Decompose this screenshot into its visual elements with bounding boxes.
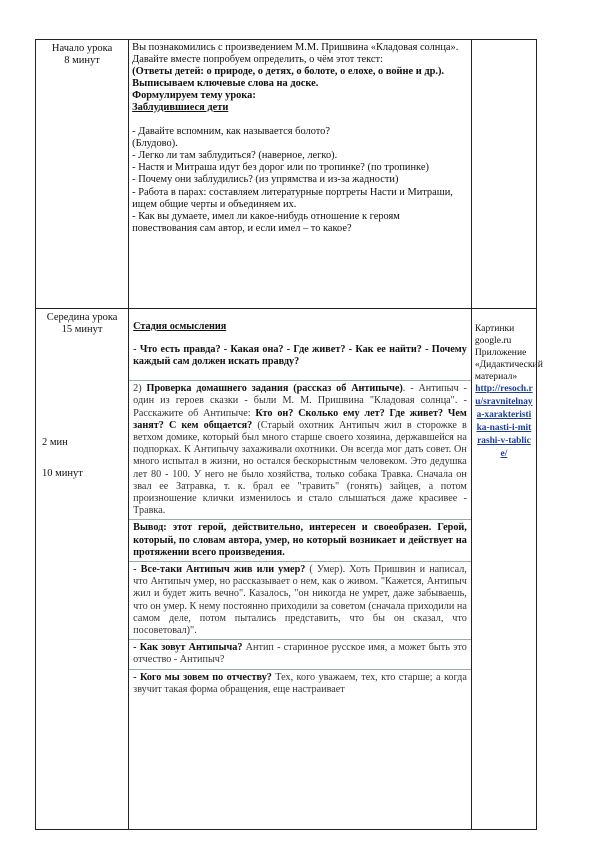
resources-text: Картинки google.ru Приложение «Дидактический материал» — [474, 323, 543, 382]
stage-time: 15 минут — [61, 324, 103, 335]
question-line: - Настя и Митраша идут без дорог или по тропинке? (по тропинке) — [132, 162, 429, 174]
stage-time: 8 минут — [64, 55, 100, 66]
resource-link[interactable]: http://resoch.ru/sravnitelnaya-xarakteristika-nasti-i-mitrashi-v-tablice/ — [475, 384, 533, 459]
content-cell — [129, 40, 472, 309]
children-answers: (Ответы детей: о природе, о детях, о болоте, о елохе, о войне и др.). Выписываем ключевые слова на доске. — [132, 66, 445, 90]
patronymic-block: - Кого мы зовем по отчеству? Тех, кого уважаем, тех, кто старше; а когда звучит такая форма обращения, еще настраивает — [133, 671, 467, 695]
time-note: 2 мин — [42, 437, 68, 448]
question-line: - Почему они заблудились? (из упрямства и из-за жадности) — [132, 174, 399, 186]
question-line: - Легко ли там заблудиться? (наверное, легко). — [132, 150, 338, 162]
question-line: - Давайте вспомним, как называется болото? — [132, 126, 330, 138]
alive-or-dead-block: - Все-таки Антипыч жив или умер? ( Умер). Хоть Пришвин и написал, что Антипыч умер, но рассказывает о нем, как о живом. "Кажется, Антипыч жил и будет жить вечно". Казалось, "он никогда не умрет, даже забываешь, что он умер. К нему постоянно приходили за советом (сначала приходили на самом деле, потом пытались представить, что бы он сказал, что посоветовал)". — [129, 562, 471, 640]
topic-prompt: Формулируем тему урока: — [132, 90, 256, 102]
stage-cell — [36, 40, 129, 309]
content-cell — [129, 309, 472, 830]
intro-text: Вы познакомились с произведением М.М. Пришвина «Кладовая солнца». Давайте вместе попробуем определить, о чём этот текст: — [132, 42, 459, 66]
homework-block: 2) Проверка домашнего задания (рассказ об Антипыче). - Антипыч - один из героев сказки - были М. М. Пришвина "Кладовая солнца". - Расскажите об Антипыче: Кто он? Сколько ему лет? Где живет? Чем занят? С кем общается? (Старый охотник Антипыч жил в сторожке в ветхом домике, который был много старше своего хозяина, державшейся на подпорках. К Антипычу захаживали охотники. Он всегда мог дать совет. Он много испытал в жизни, но остался бескорыстным человеком. Это дедушка лет 80 - 100. У него не было хозяйства, только собака Травка. Сначала он звал ее Затравка, т. к. брал ее "травить" (гонять) зайцев, а потом произношение клички изменилось и стало слышаться даже красивее - Травка. — [129, 381, 471, 520]
stage-cell — [36, 309, 129, 830]
lesson-plan-table — [35, 39, 543, 830]
stage-label: Начало урока — [51, 43, 113, 54]
name-block: - Как зовут Антипыча? Антип - старинное русское имя, а может быть это отчество - Антипыч? — [129, 640, 471, 669]
time-note: 10 минут — [42, 468, 83, 479]
section-heading: Стадия осмысления — [133, 321, 227, 333]
guiding-questions: - Что есть правда? - Какая она? - Где живет? - Как ее найти? - Почему каждый сам должен искать правду? — [133, 343, 467, 367]
resources-cell — [471, 309, 543, 830]
lesson-topic: Заблудившиеся дети — [132, 102, 229, 114]
question-line: - Как вы думаете, имел ли какое-нибудь отношение к героям повествования сам автор, и если имел – то какое? — [132, 210, 400, 234]
table-row — [36, 309, 537, 830]
stage-label: Середина урока — [46, 312, 118, 323]
conclusion-block: Вывод: этот герой, действительно, интересен и своеобразен. Герой, который, по словам автора, умер, но который возникает и действует на протяжении всего произведения. — [129, 520, 471, 562]
question-line: - Работа в парах: составляем литературные портреты Насти и Митраши, ищем общие черты и объединяем их. — [132, 186, 453, 210]
question-line: (Блудово). — [132, 138, 178, 150]
table-row — [36, 40, 537, 309]
resources-cell — [471, 40, 536, 309]
